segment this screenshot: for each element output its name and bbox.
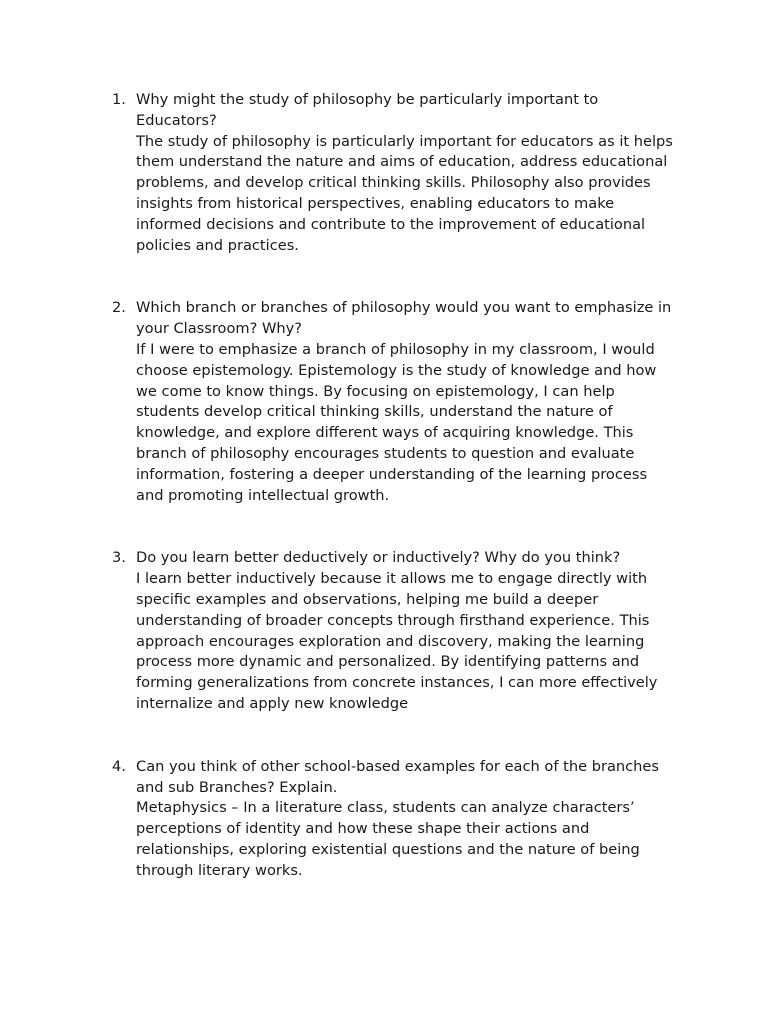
question-text: Why might the study of philosophy be particularly important to Educators? [136, 91, 599, 129]
answer-text: I learn better inductively because it allows me to engage directly with specific examples and observations, helping me build a deeper understanding of broader concepts through firsthand experience. This approach encourages exploration and discovery, making the learning process more dynamic and personalized. By identifying patterns and forming generalizations from concrete instances, I can more effectively internalize and apply new knowledge [136, 570, 658, 712]
answer-text: Metaphysics – In a literature class, students can analyze characters’ perceptions of identity and how these shape their actions and relationships, exploring existential questions and the nature of being through literary works. [136, 799, 640, 879]
item-number: 4. [112, 757, 126, 775]
list-item [0, 548, 768, 714]
question-text: Do you learn better deductively or inductively? Why do you think? [136, 549, 621, 567]
question-text: Can you think of other school-based examples for each of the branches and sub Branches? Explain. [136, 757, 660, 796]
answer-text: If I were to emphasize a branch of philosophy in my classroom, I would choose epistemology. Epistemology is the study of knowledge and how we come to know things. By focusing on epistemology, I can help students develop critical thinking skills, understand the nature of knowledge, and explore different ways of acquiring knowledge. This branch of philosophy encourages students to question and evaluate information, fostering a deeper understanding of the learning process and promoting intellectual growth. [136, 340, 657, 504]
question-text: Which branch or branches of philosophy would you want to emphasize in your Classroom? Why? [136, 299, 672, 338]
item-number: 1. [112, 91, 126, 108]
list-item [0, 90, 768, 256]
list-item [0, 298, 768, 506]
item-number: 2. [112, 299, 126, 317]
list-item [0, 757, 768, 882]
item-number: 3. [112, 549, 126, 567]
answer-text: The study of philosophy is particularly important for educators as it helps them understand the nature and aims of education, address educational problems, and develop critical thinking skills. Philosophy also provides insights from historical perspectives, enabling educators to make informed decisions and contribute to the improvement of educational policies and practices. [136, 132, 673, 254]
question-list [0, 90, 768, 924]
